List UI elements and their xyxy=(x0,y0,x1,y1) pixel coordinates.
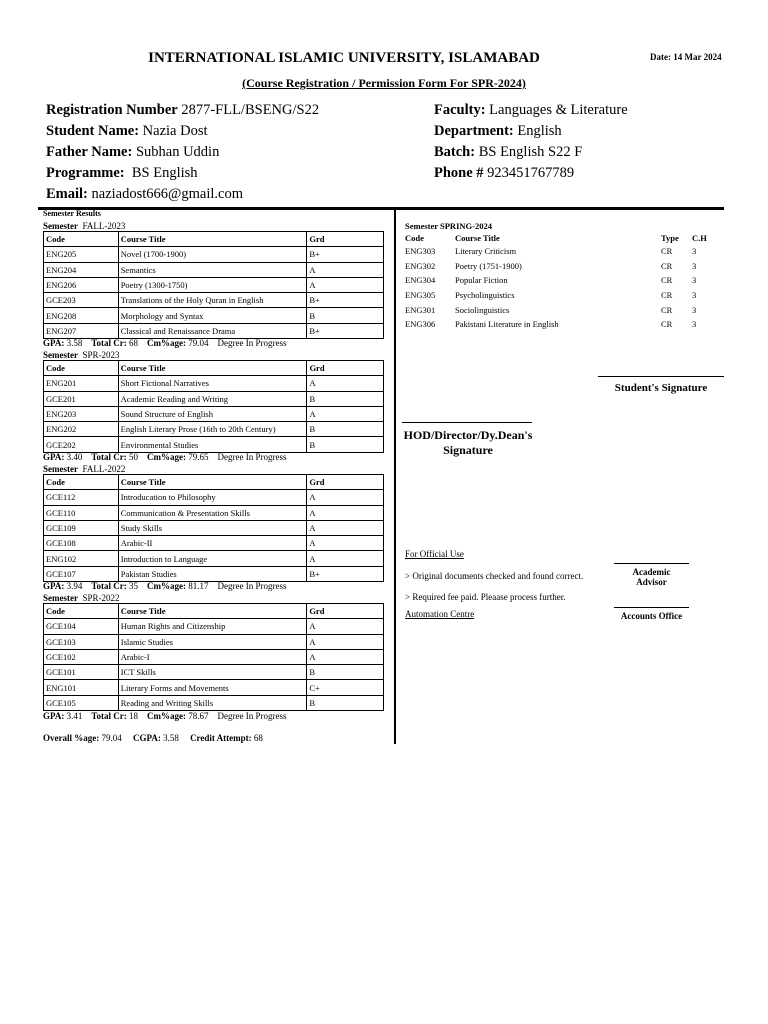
table-row: ENG205 Novel (1700-1900) B+ xyxy=(44,247,384,262)
academic-advisor-label: Academic Advisor xyxy=(632,567,671,587)
spring-courses-table xyxy=(405,232,725,332)
col-code: Code xyxy=(44,604,119,619)
student-signature-label: Student's Signature xyxy=(614,382,708,394)
form-date: Date: 14 Mar 2024 xyxy=(650,52,722,62)
table-row: ENG304 Popular Fiction CR 3 xyxy=(405,275,697,286)
semester-label: Semester FALL-2022 xyxy=(43,464,126,474)
student-name: Student Name: Nazia Dost xyxy=(46,123,208,139)
table-row: GCE110 Communication & Presentation Skills A xyxy=(44,505,384,520)
table-row: GCE103 Islamic Studies A xyxy=(44,634,384,649)
table-row: GCE104 Human Rights and Citizenship A xyxy=(44,619,384,634)
table-row: ENG305 Psycholinguistics CR 3 xyxy=(405,290,697,301)
table-row: ENG102 Introduction to Language A xyxy=(44,551,384,566)
results-table xyxy=(43,231,384,339)
table-row: ENG204 Semantics A xyxy=(44,262,384,277)
phone: Phone # 923451767789 xyxy=(434,165,575,181)
table-row: ENG207 Classical and Renaissance Drama B+ xyxy=(44,323,384,338)
semester-label: Semester SPR-2022 xyxy=(43,593,120,603)
results-table xyxy=(43,360,384,453)
col-grade: Grd xyxy=(307,361,384,376)
results-table xyxy=(43,603,384,711)
table-row: GCE203 Translations of the Holy Quran in English B+ xyxy=(44,293,384,308)
table-row: GCE109 Study Skills A xyxy=(44,520,384,535)
table-row: GCE101 ICT Skills B xyxy=(44,665,384,680)
table-row: ENG306 Pakistani Literature in English CR 3 xyxy=(405,319,697,330)
overall-summary: Overall %age: 79.04 CGPA: 3.58 Credit Attempt: 68 xyxy=(43,733,263,743)
table-row: ENG208 Morphology and Syntax B xyxy=(44,308,384,323)
col-grade: Grd xyxy=(307,232,384,247)
header-divider xyxy=(38,207,724,210)
table-row: GCE201 Academic Reading and Writing B xyxy=(44,391,384,406)
col-code: Code xyxy=(44,232,119,247)
table-row: ENG203 Sound Structure of English A xyxy=(44,406,384,421)
student-signature-line xyxy=(598,376,724,377)
table-row: ENG201 Short Fictional Narratives A xyxy=(44,376,384,391)
batch: Batch: BS English S22 F xyxy=(434,144,583,160)
table-row: ENG206 Poetry (1300-1750) A xyxy=(44,277,384,292)
department: Department: English xyxy=(434,123,562,139)
advisor-signature-line xyxy=(614,563,689,564)
col-course-title: Course Title xyxy=(118,232,307,247)
table-row: GCE202 Environmental Studies B xyxy=(44,437,384,452)
gpa-summary: GPA: 3.40 Total Cr: 50 Cm%age: 79.65 Degree In Progress xyxy=(43,452,287,462)
programme: Programme: BS English xyxy=(46,165,198,181)
form-subtitle: (Course Registration / Permission Form For SPR-2024) xyxy=(242,76,526,90)
accounts-office-label: Accounts Office xyxy=(620,611,683,621)
col-code: Code xyxy=(405,233,424,243)
gpa-summary: GPA: 3.58 Total Cr: 68 Cm%age: 79.04 Degree In Progress xyxy=(43,338,287,348)
hod-signature-label: HOD/Director/Dy.Dean's Signature xyxy=(403,428,533,457)
email: Email: naziadost666@gmail.com xyxy=(46,186,243,202)
spring-semester-heading: Semester SPRING-2024 xyxy=(405,221,492,231)
semester-label: Semester FALL-2023 xyxy=(43,221,126,231)
registration-number: Registration Number 2877-FLL/BSENG/S22 xyxy=(46,102,320,118)
col-course-title: Course Title xyxy=(118,475,307,490)
table-row: ENG301 Sociolinguistics CR 3 xyxy=(405,304,697,315)
col-code: Code xyxy=(44,361,119,376)
col-type: Type xyxy=(661,233,679,243)
col-grade: Grd xyxy=(307,604,384,619)
table-row: GCE102 Arabic-I A xyxy=(44,649,384,664)
semester-label: Semester SPR-2023 xyxy=(43,350,120,360)
university-title: INTERNATIONAL ISLAMIC UNIVERSITY, ISLAMABAD xyxy=(148,50,540,66)
hod-signature-line xyxy=(402,422,532,423)
table-row: GCE105 Reading and Writing Skills B xyxy=(44,695,384,710)
table-row: ENG202 English Literary Prose (16th to 20th Century) B xyxy=(44,422,384,437)
official-note-documents: > Original documents checked and found correct. xyxy=(405,571,584,581)
table-row: ENG303 Literary Criticism CR 3 xyxy=(405,246,697,257)
column-divider xyxy=(394,210,396,744)
table-row: GCE107 Pakistan Studies B+ xyxy=(44,566,384,581)
table-row: GCE112 Introducation to Philosophy A xyxy=(44,490,384,505)
table-row: GCE108 Arabic-II A xyxy=(44,536,384,551)
col-grade: Grd xyxy=(307,475,384,490)
faculty: Faculty: Languages & Literature xyxy=(434,102,628,118)
gpa-summary: GPA: 3.41 Total Cr: 18 Cm%age: 78.67 Degree In Progress xyxy=(43,711,287,721)
col-credit-hours: C.H xyxy=(692,233,707,243)
results-table xyxy=(43,474,384,582)
col-course-title: Course Title xyxy=(118,604,307,619)
official-use-heading: For Official Use xyxy=(405,549,464,559)
col-course-title: Course Title xyxy=(455,233,500,243)
official-note-fee: > Required fee paid. Pleaase process further. xyxy=(405,592,566,602)
col-code: Code xyxy=(44,475,119,490)
table-row: ENG101 Literary Forms and Movements C+ xyxy=(44,680,384,695)
table-row: ENG302 Poetry (1751-1900) CR 3 xyxy=(405,260,697,271)
accounts-signature-line xyxy=(614,607,689,608)
gpa-summary: GPA: 3.94 Total Cr: 35 Cm%age: 81.17 Degree In Progress xyxy=(43,581,287,591)
col-course-title: Course Title xyxy=(118,361,307,376)
father-name: Father Name: Subhan Uddin xyxy=(46,144,220,160)
semester-results-heading: Semester Results xyxy=(43,209,101,218)
automation-centre-label: Automation Centre xyxy=(405,609,475,619)
